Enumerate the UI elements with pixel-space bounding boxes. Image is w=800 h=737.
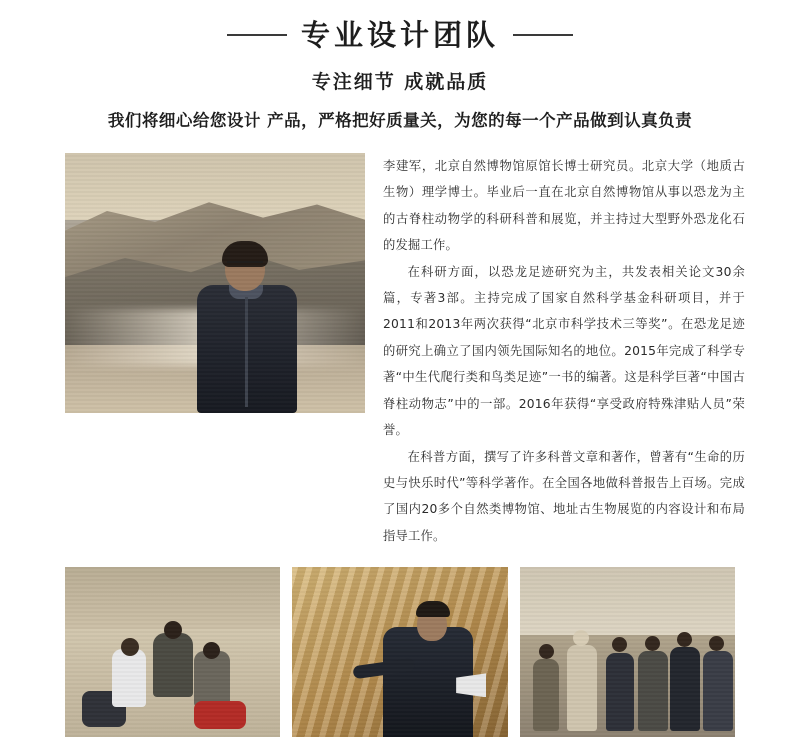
figure-body <box>567 645 597 731</box>
figure-body <box>703 651 733 731</box>
figure-head <box>164 621 182 639</box>
figure-hair <box>416 601 450 617</box>
photo-strip <box>0 567 800 737</box>
title-rule-right <box>513 34 573 36</box>
photo-group-outdoors <box>520 567 735 737</box>
profile-section <box>0 153 800 550</box>
portrait-photo <box>65 153 365 413</box>
bio-paragraph: 在科普方面，撰写了许多科普文章和著作，曾著有“生命的历史与快乐时代”等科学著作。在全国各地做科普报告上百场。完成了国内20多个自然类博物馆、地址古生物展览的内容设计和布局指导工作。 <box>383 449 745 543</box>
page-title: 专业设计团队 <box>300 18 499 52</box>
figure-body <box>638 651 668 731</box>
figure-head <box>645 636 660 651</box>
figure-body <box>670 647 700 731</box>
bio-paragraph: 李建军，北京自然博物馆原馆长博士研究员。北京大学（地质古生物）理学博士。毕业后一直在北京自然博物馆从事以恐龙为主的古脊柱动物学的科研科普和展览，并主持过大型野外恐龙化石的发掘工作。 <box>383 158 745 253</box>
figure-zipper <box>245 297 248 407</box>
header <box>0 0 800 131</box>
photo-fieldwork <box>65 567 280 737</box>
figure-body <box>533 659 559 731</box>
sub-title: 专注细节 成就品质 <box>311 70 489 93</box>
glasses-icon <box>227 261 263 271</box>
title-row <box>0 18 800 53</box>
figure-head <box>203 642 220 659</box>
figure-head <box>709 636 724 651</box>
figure-body <box>153 633 193 697</box>
biography-text <box>383 153 745 550</box>
red-bag-item <box>194 701 246 729</box>
portrait-figure <box>191 245 303 413</box>
bio-paragraph: 在科研方面，以恐龙足迹研究为主，共发表相关论文30余篇，专著3部。主持完成了国家自然科学基金科研项目，并于2011和2013年两次获得“北京市科学技术三等奖”。在恐龙足迹的研究上确立了国内领先国际知名的地位。2015年完成了科学专著“中生代爬行类和鸟类足迹”一书的编著。这是科学巨著“中国古脊柱动物志”中的一部。2016年获得“享受政府特殊津贴人员”荣誉。 <box>383 264 745 438</box>
figure-head <box>573 630 589 646</box>
figure-body <box>606 653 634 731</box>
photo-sky <box>520 567 735 638</box>
figure-body <box>194 651 230 707</box>
title-rule-left <box>227 34 287 36</box>
figure-body <box>112 649 146 707</box>
figure-head <box>121 638 139 656</box>
photo-rock-explanation <box>292 567 507 737</box>
lead-text: 我们将细心给您设计 产品，严格把好质量关，为您的每一个产品做到认真负责 <box>107 110 693 130</box>
